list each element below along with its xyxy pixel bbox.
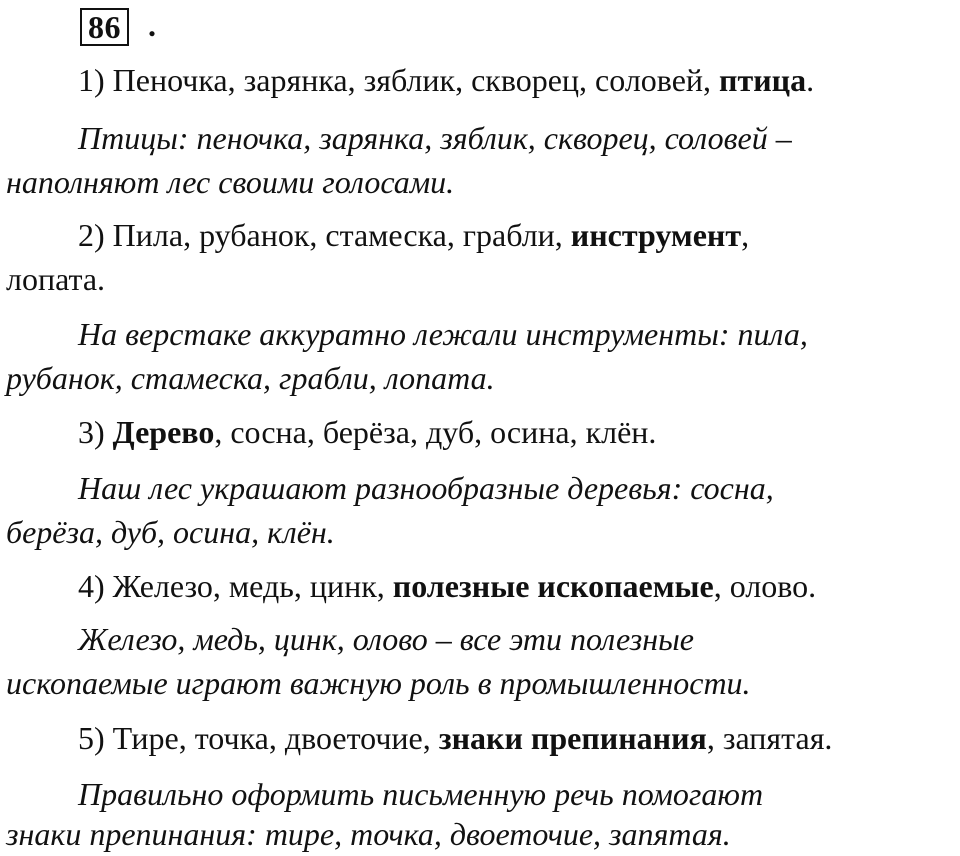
item-2-word-list [78, 215, 749, 255]
item-4-sentence-line-1: Железо, медь, цинк, олово – все эти полезные [78, 621, 694, 657]
item-1-label: 1) [78, 62, 105, 98]
exercise-number-dot: . [148, 7, 156, 43]
item-2-label: 2) [78, 217, 105, 253]
item-5-text-pre: Тире, точка, двоеточие, [112, 720, 439, 756]
item-5-text-post: , запятая. [706, 720, 833, 756]
item-2-sentence-line-2: рубанок, стамеска, грабли, лопата. [6, 360, 495, 396]
item-3-text-post: , сосна, берёза, дуб, осина, клён. [214, 414, 657, 450]
item-3-general-word: Дерево [112, 414, 215, 450]
exercise-number: 86 [80, 8, 129, 46]
item-1-general-word: птица [719, 62, 807, 98]
item-3-word-list [78, 412, 656, 452]
item-4-text-post: , олово. [713, 568, 817, 604]
item-5-general-word: знаки препинания [438, 720, 707, 756]
item-2-sentence-line-1: На верстаке аккуратно лежали инструменты: пила, [78, 316, 808, 352]
item-3-sentence-line-2: берёза, дуб, осина, клён. [6, 514, 335, 550]
item-4-label: 4) [78, 568, 105, 604]
item-4-general-word: полезные ископаемые [392, 568, 714, 604]
item-4-word-list [78, 566, 816, 606]
item-1-sentence-line-2: наполняют лес своими голосами. [6, 164, 455, 200]
item-5-sentence-line-2: знаки препинания: тире, точка, двоеточие, запятая. [6, 816, 731, 852]
item-1-text-post: . [806, 62, 815, 98]
item-4-sentence-line-2: ископаемые играют важную роль в промышленности. [6, 665, 751, 701]
item-2-text-post: , [741, 217, 750, 253]
item-5-word-list [78, 718, 832, 758]
item-2-general-word: инструмент [570, 217, 742, 253]
item-2-word-list-cont: лопата. [6, 261, 106, 297]
item-3-label: 3) [78, 414, 105, 450]
item-1-word-list [78, 60, 814, 100]
item-1-sentence-line-1: Птицы: пеночка, зарянка, зяблик, скворец, соловей – [78, 120, 792, 156]
item-4-text-pre: Железо, медь, цинк, [112, 568, 393, 604]
item-5-sentence-line-1: Правильно оформить письменную речь помогают [78, 776, 764, 812]
item-5-label: 5) [78, 720, 105, 756]
item-3-sentence-line-1: Наш лес украшают разнообразные деревья: сосна, [78, 470, 774, 506]
item-1-text-pre: Пеночка, зарянка, зяблик, скворец, соловей, [112, 62, 720, 98]
item-2-text-pre: Пила, рубанок, стамеска, грабли, [112, 217, 571, 253]
